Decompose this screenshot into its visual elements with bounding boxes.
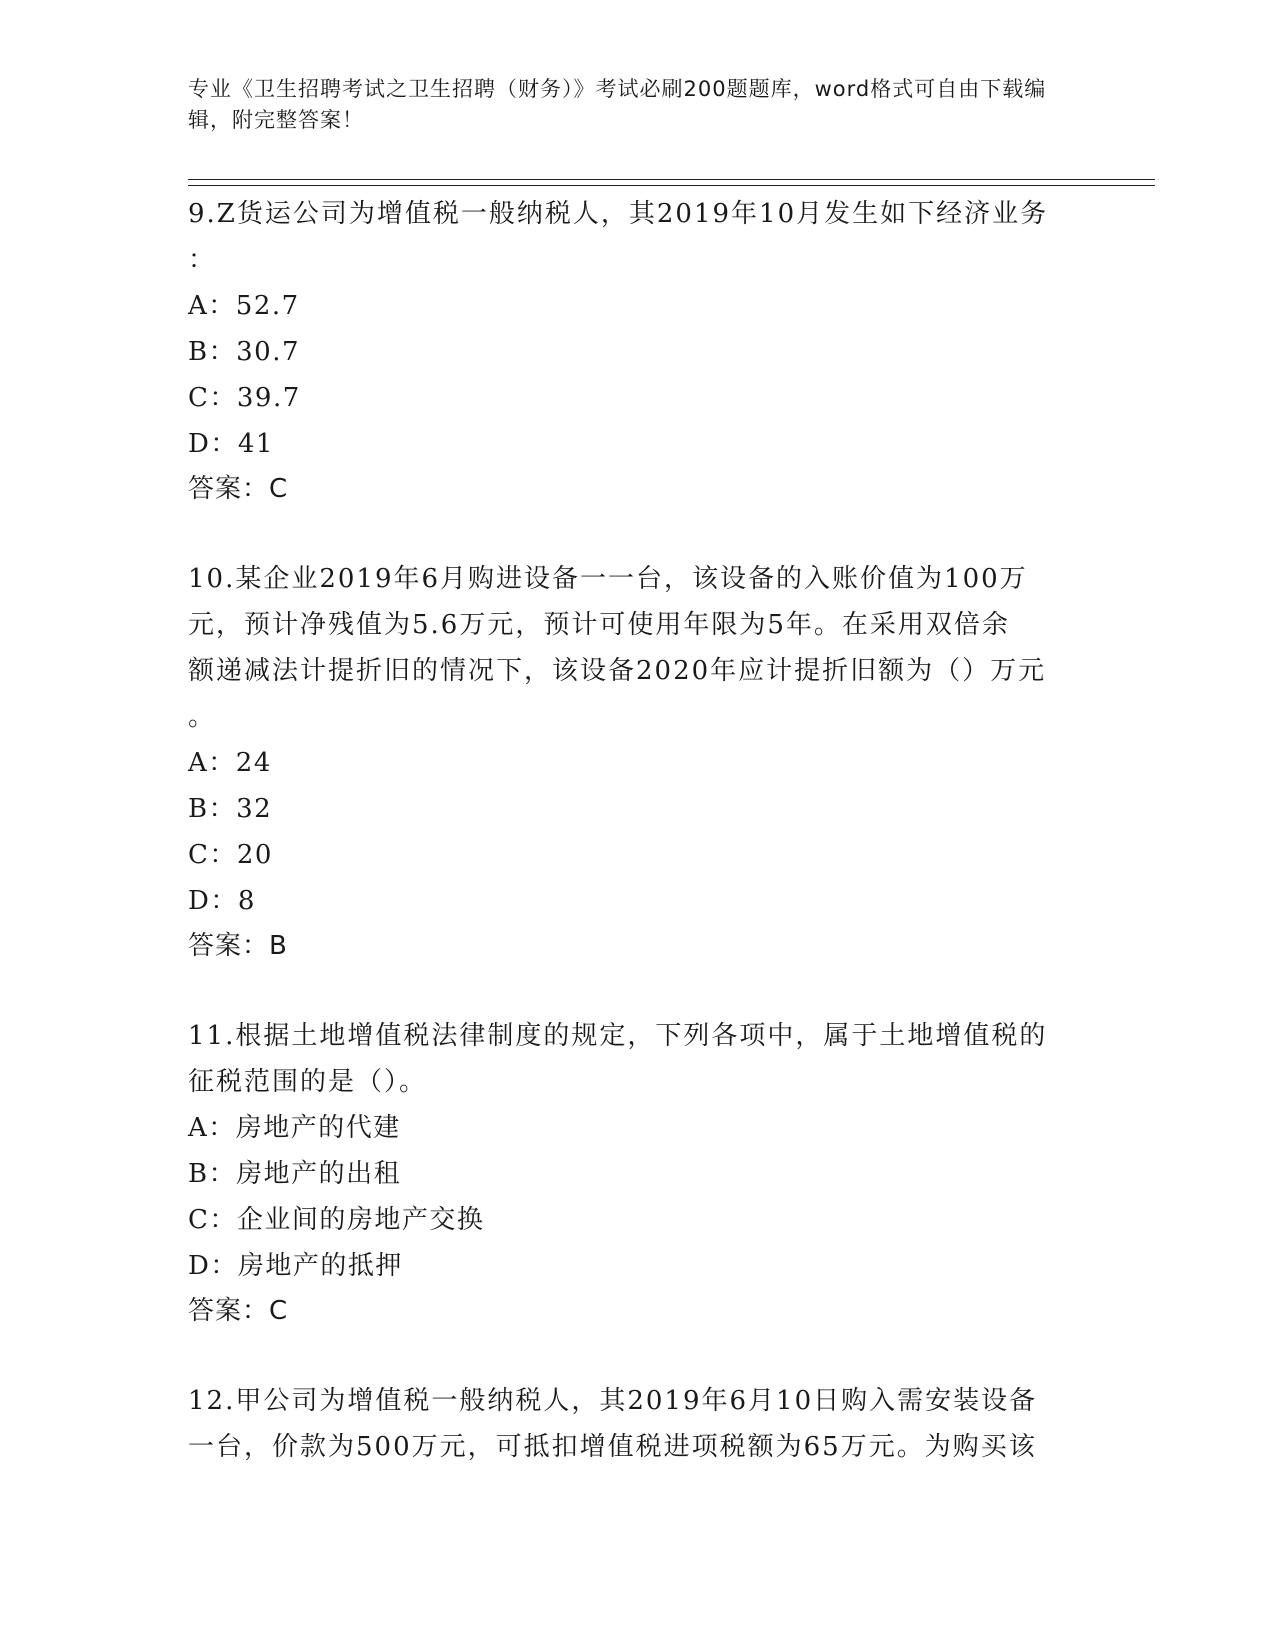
question-9 xyxy=(188,191,1088,512)
option-b: B：30.7 xyxy=(188,337,300,367)
header-divider-top xyxy=(188,179,1155,180)
answer-label: 答案：C xyxy=(188,474,289,504)
question-stem-line: 11.根据土地增值税法律制度的规定，下列各项中，属于土地增值税的 xyxy=(188,1021,1048,1051)
header-text: 专业《卫生招聘考试之卫生招聘（财务）》考试必刷200题题库，word格式可自由下载编辑，附完整答案！ xyxy=(188,77,1047,132)
question-stem-line: 元，预计净残值为5.6万元，预计可使用年限为5年。在采用双倍余 xyxy=(188,610,1010,640)
answer-label: 答案：B xyxy=(188,931,288,961)
question-stem-line: 额递减法计提折旧的情况下，该设备2020年应计提折旧额为（）万元 xyxy=(188,656,1047,686)
question-stem-line: ： xyxy=(188,245,217,275)
question-stem-line: 12.甲公司为增值税一般纳税人，其2019年6月10日购入需安装设备 xyxy=(188,1386,1038,1416)
option-c: C：企业间的房地产交换 xyxy=(188,1205,485,1235)
option-c: C：39.7 xyxy=(188,383,301,413)
option-b: B：32 xyxy=(188,794,273,824)
question-stem-line: 10.某企业2019年6月购进设备一一台，该设备的入账价值为100万 xyxy=(188,564,1028,594)
question-stem-line: 9.Z货运公司为增值税一般纳税人，其2019年10月发生如下经济业务 xyxy=(188,199,1049,229)
option-a: A：房地产的代建 xyxy=(188,1113,401,1143)
question-list xyxy=(188,191,1088,1514)
option-c: C：20 xyxy=(188,840,273,870)
header-divider-bottom xyxy=(188,185,1155,186)
question-stem-line: 征税范围的是（）。 xyxy=(188,1067,428,1097)
option-d: D：41 xyxy=(188,429,274,459)
question-10 xyxy=(188,556,1088,969)
answer-label: 答案：C xyxy=(188,1296,289,1326)
option-a: A：52.7 xyxy=(188,291,300,321)
option-a: A：24 xyxy=(188,748,272,778)
option-d: D：房地产的抵押 xyxy=(188,1251,403,1281)
question-stem-line: 。 xyxy=(188,702,217,732)
question-11 xyxy=(188,1013,1088,1334)
question-stem-line: 一台，价款为500万元，可抵扣增值税进项税额为65万元。为购买该 xyxy=(188,1432,1037,1462)
question-12 xyxy=(188,1378,1088,1470)
option-d: D：8 xyxy=(188,886,256,916)
document-header xyxy=(188,74,1068,136)
option-b: B：房地产的出租 xyxy=(188,1159,402,1189)
